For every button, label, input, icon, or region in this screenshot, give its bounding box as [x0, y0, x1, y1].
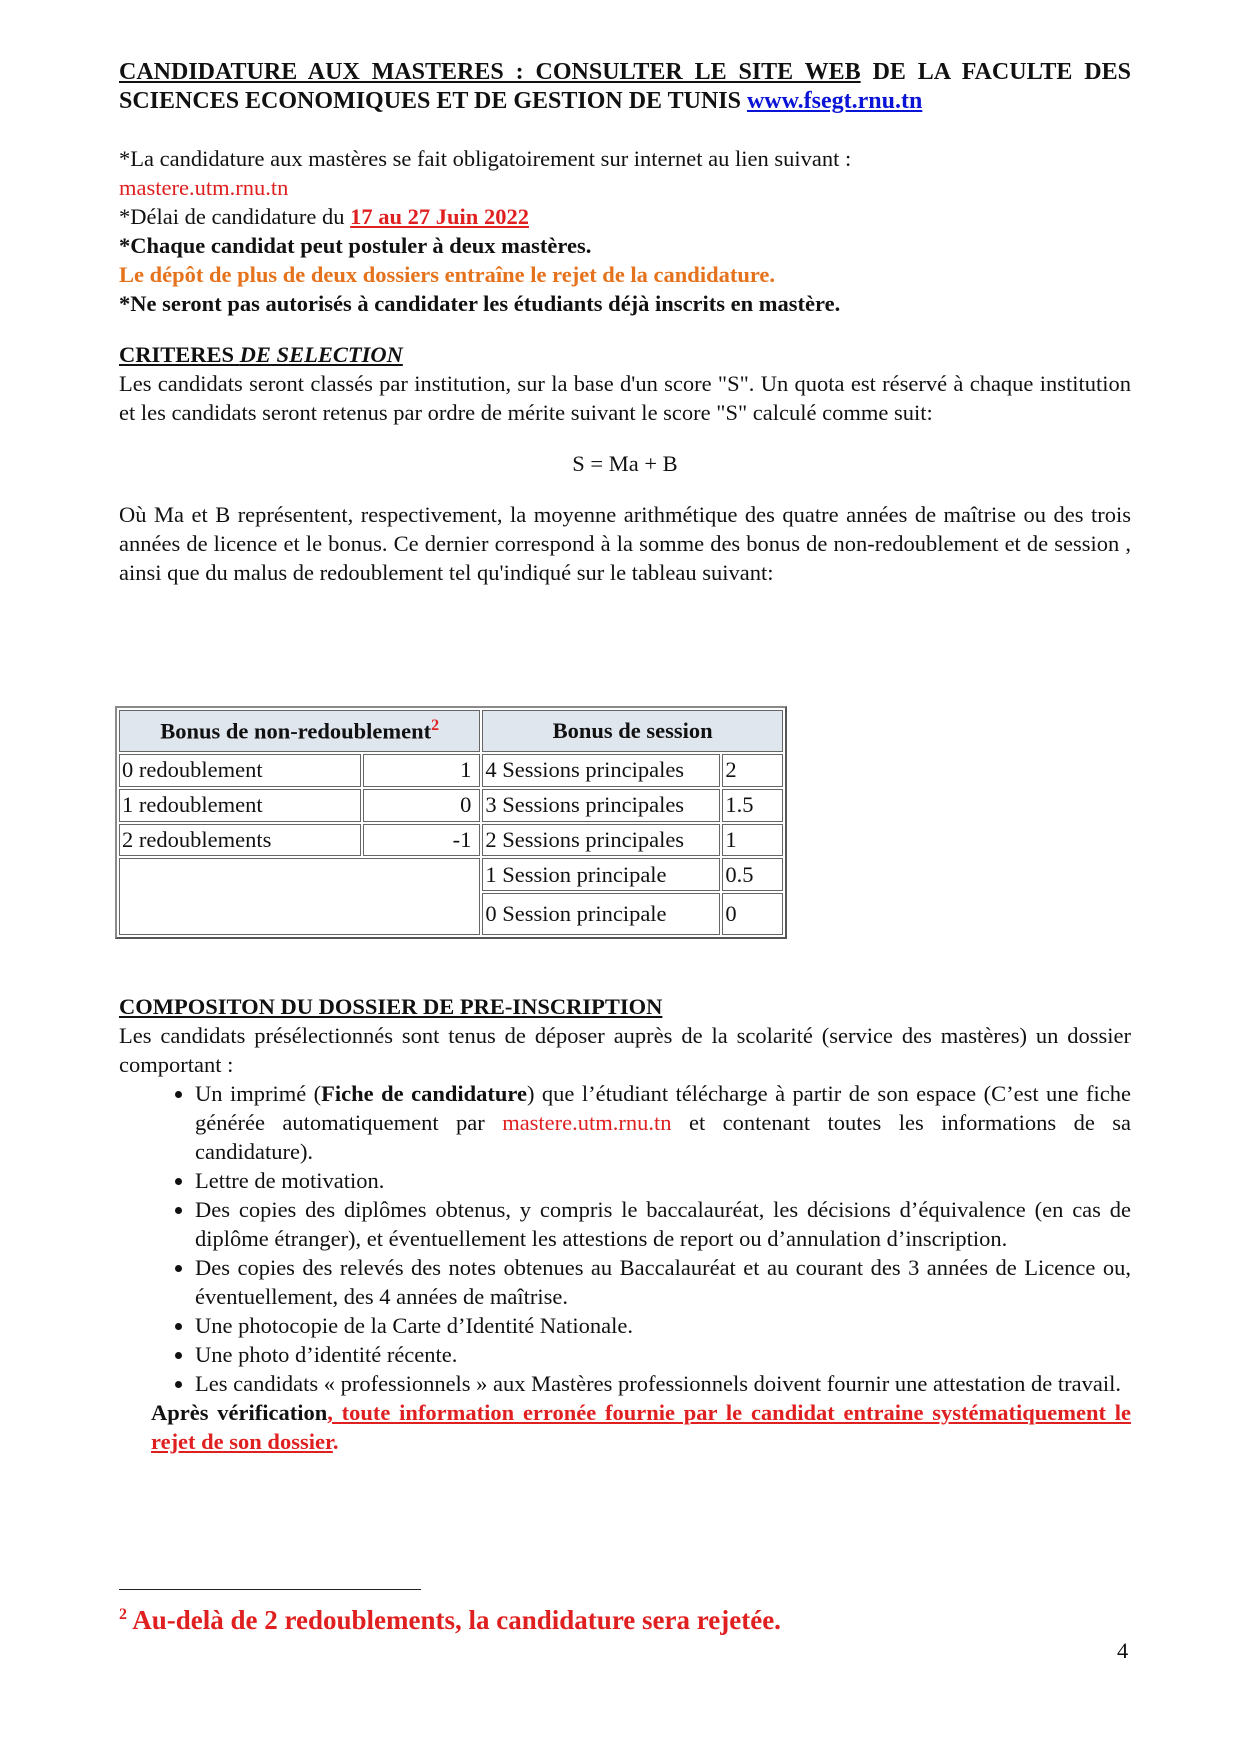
table-row: [119, 824, 783, 857]
faculty-website-link[interactable]: www.fsegt.rnu.tn: [746, 88, 923, 114]
table-row: [119, 858, 783, 891]
repeat-value: 1: [363, 754, 480, 787]
table-header-row: [119, 710, 783, 752]
list-item: • Lettre de motivation.: [195, 1166, 1131, 1195]
item1-text-b: ) que l’étudiant télécharge à partir de son espace (C’est une fiche générée automatiquement par: [195, 1081, 1131, 1135]
bonus-table: [115, 706, 787, 939]
dossier-list: [119, 1079, 1131, 1398]
dossier-intro: Les candidats présélectionnés sont tenus de déposer auprès de la scolarité (service des mastères) un dossier comportant :: [119, 1023, 1131, 1077]
list-item: • Des copies des relevés des notes obtenues au Baccalauréat et au courant des 3 années de Licence ou, éventuellement, des 4 années de maîtrise.: [195, 1253, 1131, 1311]
session-label: 3 Sessions principales: [482, 789, 720, 822]
verification-warning: , toute information erronée fournie par le candidat entraine systématiquement le rejet de son dossier: [151, 1400, 1131, 1454]
verification-bold: Après vérification: [151, 1400, 328, 1425]
session-value: 1.5: [722, 789, 783, 822]
criteria-title: [119, 340, 1131, 369]
session-label: 4 Sessions principales: [482, 754, 720, 787]
heading-rest: DE LA FACULTE DES SCIENCES ECONOMIQUES ET DE GESTION DE TUNIS: [119, 59, 1131, 114]
verification-note: [119, 1398, 1131, 1456]
list-item: • Une photo d’identité récente.: [195, 1340, 1131, 1369]
deadline-dates: 17 au 27 Juin 2022: [350, 204, 529, 229]
item1-text-c: et contenant toutes les informations de sa candidature).: [195, 1110, 1131, 1164]
session-label: 0 Session principale: [482, 893, 720, 935]
item1-link[interactable]: mastere.utm.rnu.tn: [502, 1110, 672, 1135]
dossier-title: COMPOSITON DU DOSSIER DE PRE-INSCRIPTION: [119, 994, 663, 1019]
page-number: 4: [1117, 1638, 1129, 1663]
list-item: • Une photocopie de la Carte d’Identité Nationale.: [195, 1311, 1131, 1340]
empty-cell: [119, 858, 480, 935]
heading-underlined: CANDIDATURE AUX MASTERES : CONSULTER LE SITE WEB: [119, 59, 861, 85]
footnote-text: Au-delà de 2 redoublements, la candidature sera rejetée.: [127, 1605, 781, 1635]
table-row: [119, 754, 783, 787]
deadline-line: [119, 202, 1131, 231]
footnote: [119, 1605, 781, 1636]
header-session-bonus: Bonus de session: [482, 710, 783, 752]
list-item: • Des copies des diplômes obtenus, y compris le baccalauréat, les décisions d’équivalence (en cas de diplôme étranger), et éventuellement les attestions de report ou d’annulation d’inscription.: [195, 1195, 1131, 1253]
table-row: [119, 789, 783, 822]
repeat-label: 2 redoublements: [119, 824, 361, 857]
enrolled-students-rule: *Ne seront pas autorisés à candidater les étudiants déjà inscrits en mastère.: [119, 291, 841, 316]
footnote-divider: [119, 1589, 421, 1590]
item1-text-a: Un imprimé (: [195, 1081, 322, 1106]
criteria-title-italic: DE SELECTION: [239, 342, 403, 367]
footnote-ref: 2: [431, 717, 440, 735]
session-value: 2: [722, 754, 783, 787]
application-link[interactable]: mastere.utm.rnu.tn: [119, 175, 289, 200]
repeat-label: 0 redoublement: [119, 754, 361, 787]
intro-line: *La candidature aux mastères se fait obligatoirement sur internet au lien suivant :: [119, 146, 852, 171]
criteria-paragraph: Les candidats seront classés par institution, sur la base d'un score "S". Un quota est réservé à chaque institution et les candidats seront retenus par ordre de mérite suivant le score "S" calculé comme suit:: [119, 371, 1131, 425]
session-value: 1: [722, 824, 783, 857]
criteria-explanation: Où Ma et B représentent, respectivement, la moyenne arithmétique des quatre années de maîtrise ou des trois années de licence et le bonus. Ce dernier correspond à la somme des bonus de non-redoublement et de session , ainsi que du malus de redoublement tel qu'indiqué sur le tableau suivant:: [119, 502, 1131, 585]
two-masters-rule: *Chaque candidat peut postuler à deux mastères.: [119, 233, 592, 258]
repeat-label: 1 redoublement: [119, 789, 361, 822]
item1-bold: Fiche de candidature: [321, 1081, 527, 1106]
rejection-warning: Le dépôt de plus de deux dossiers entraîne le rejet de la candidature.: [119, 262, 776, 287]
criteria-title-plain: CRITERES: [119, 342, 240, 367]
footnote-number: 2: [119, 1606, 127, 1623]
header-non-repeat-label: Bonus de non-redoublement: [160, 718, 432, 744]
page-heading: [119, 58, 1131, 116]
score-formula: S = Ma + B: [572, 451, 678, 476]
repeat-value: -1: [363, 824, 480, 857]
verification-end: .: [332, 1429, 339, 1454]
repeat-value: 0: [363, 789, 480, 822]
list-item: [195, 1079, 1131, 1166]
session-label: 2 Sessions principales: [482, 824, 720, 857]
deadline-prefix: *Délai de candidature du: [119, 204, 351, 229]
session-label: 1 Session principale: [482, 858, 720, 891]
list-item: • Les candidats « professionnels » aux Mastères professionnels doivent fournir une attestation de travail.: [195, 1369, 1131, 1398]
session-value: 0.5: [722, 858, 783, 891]
session-value: 0: [722, 893, 783, 935]
header-non-repeat-bonus: [119, 710, 480, 752]
